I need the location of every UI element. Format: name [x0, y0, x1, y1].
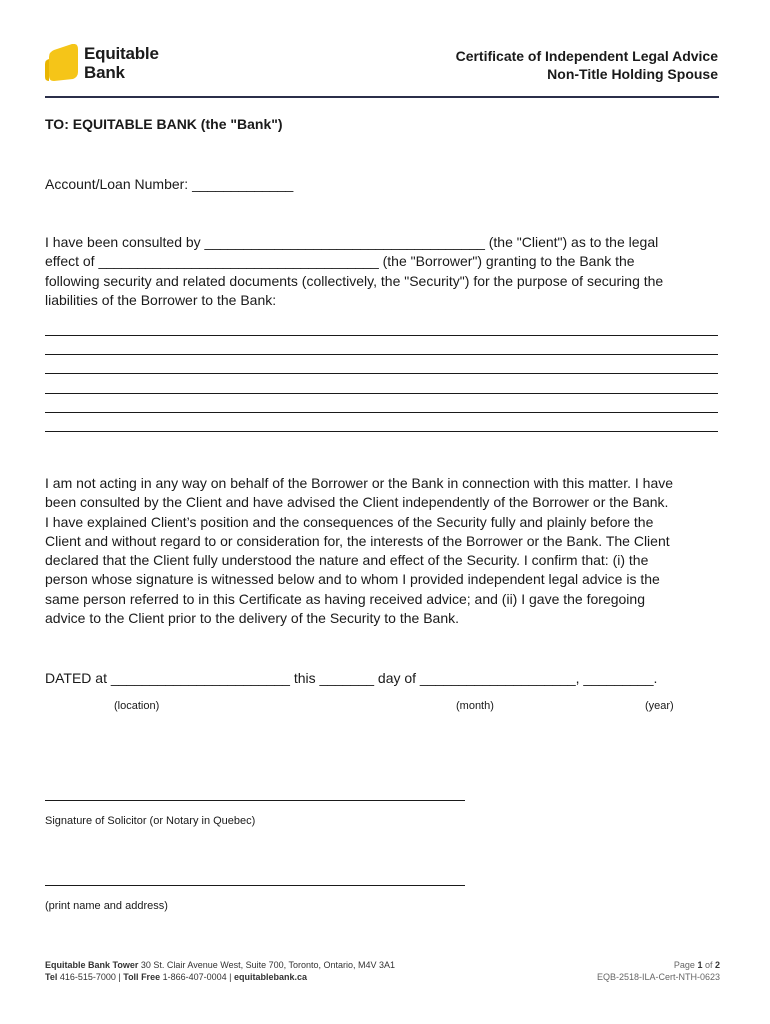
footer-contact — [45, 959, 395, 983]
consultation-line-2[interactable]: effect of ____________________________________ (the "Borrower") granting to the Bank the — [45, 253, 635, 270]
security-blank-line-5[interactable] — [45, 412, 718, 413]
security-blank-line-3[interactable] — [45, 373, 718, 374]
security-blank-line-6[interactable] — [45, 431, 718, 432]
footer-tollfree-label: Toll Free — [123, 972, 161, 982]
footer-tollfree: 1-866-407-0004 | — [160, 972, 234, 982]
page-of: of — [702, 960, 715, 970]
print-name-label: (print name and address) — [45, 900, 168, 912]
footer-tel-label: Tel — [45, 972, 58, 982]
footer-address-line — [45, 959, 395, 971]
consultation-paragraph — [45, 233, 735, 310]
addressee-line: TO: EQUITABLE BANK (the "Bank") — [45, 116, 283, 132]
independence-line: same person referred to in this Certificate as having received advice; and (ii) I gave the foregoing — [45, 590, 645, 607]
month-label: (month) — [456, 700, 494, 712]
consultation-line-4: liabilities of the Borrower to the Bank: — [45, 291, 277, 308]
equitable-bank-logo-icon — [45, 44, 78, 81]
dated-line[interactable]: DATED at _______________________ this _______ day of ____________________, _________. — [45, 670, 658, 686]
certificate-title-line-1: Certificate of Independent Legal Advice — [455, 48, 718, 64]
certificate-title — [456, 47, 718, 83]
footer-address: 30 St. Clair Avenue West, Suite 700, Toronto, Ontario, M4V 3A1 — [138, 960, 396, 970]
certificate-title-line-2: Non-Title Holding Spouse — [547, 66, 718, 82]
footer-tower-name: Equitable Bank Tower — [45, 960, 139, 970]
page-total: 2 — [714, 960, 720, 970]
independence-line: advice to the Client prior to the delivery of the Security to the Bank. — [45, 610, 459, 627]
logo-line-2: Bank — [84, 63, 125, 82]
independence-line: been consulted by the Client and have advised the Client independently of the Borrower or the Bank. — [45, 494, 669, 511]
print-name-line[interactable] — [45, 885, 465, 886]
document-code: EQB-2518-ILA-Cert-NTH-0623 — [596, 972, 720, 982]
solicitor-signature-label: Signature of Solicitor (or Notary in Quebec) — [45, 815, 256, 827]
security-blank-line-4[interactable] — [45, 393, 718, 394]
independence-line: I have explained Client’s position and the consequences of the Security fully and plainly before the — [45, 513, 654, 530]
footer-tel: 416-515-7000 | — [57, 972, 124, 982]
independence-line: Client and without regard to or consideration for, the interests of the Borrower or the Bank. The Client — [45, 532, 670, 549]
location-label: (location) — [114, 700, 160, 712]
independence-paragraph — [45, 474, 725, 628]
security-blank-line-2[interactable] — [45, 354, 718, 355]
consultation-line-3: following security and related documents (collectively, the "Security") for the purpose of securing the — [45, 272, 664, 289]
page-current: 1 — [697, 960, 703, 970]
security-blank-line-1[interactable] — [45, 335, 718, 336]
footer-phone-line — [45, 971, 395, 983]
page-number — [597, 959, 720, 971]
page-prefix: Page — [673, 960, 698, 970]
year-label: (year) — [645, 700, 674, 712]
independence-line: declared that the Client fully understood the nature and effect of the Security. I confirm that: (i) the — [45, 552, 649, 569]
independence-line: person whose signature is witnessed below and to whom I provided independent legal advice is the — [45, 571, 660, 588]
independence-line: I am not acting in any way on behalf of the Borrower or the Bank in connection with this matter. I have — [45, 475, 674, 491]
footer-website-link[interactable]: equitablebank.ca — [233, 972, 307, 982]
solicitor-signature-line[interactable] — [45, 800, 465, 801]
logo-line-1: Equitable — [84, 44, 159, 63]
logo-wordmark — [84, 44, 159, 82]
header-divider — [45, 96, 719, 98]
account-number-field[interactable]: Account/Loan Number: _____________ — [45, 176, 294, 192]
footer-page-info — [597, 959, 720, 983]
consultation-line-1[interactable]: I have been consulted by ____________________________________ (the "Client") as to the legal — [45, 234, 659, 250]
